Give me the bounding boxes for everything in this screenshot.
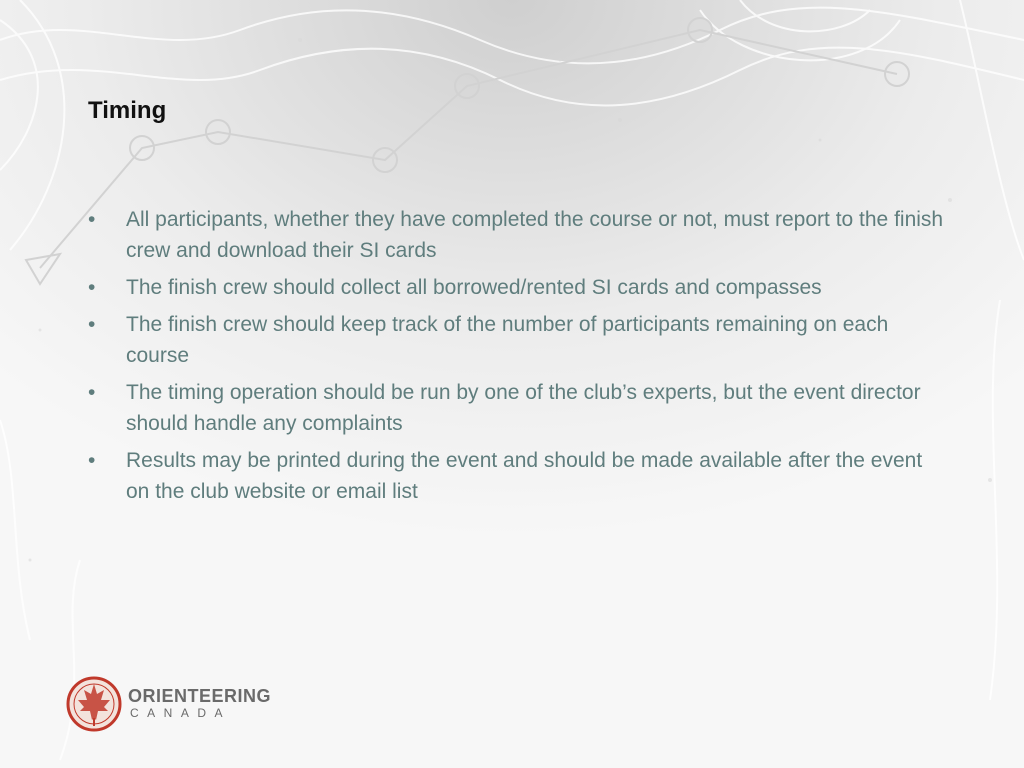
list-item <box>86 272 946 303</box>
bullet-text: All participants, whether they have completed the course or not, must report to the finish crew and download their SI cards <box>126 208 944 262</box>
list-item <box>86 309 946 371</box>
bullet-text: The finish crew should keep track of the number of participants remaining on each course <box>126 313 889 367</box>
bullet-list <box>86 204 946 513</box>
bullet-text: Results may be printed during the event and should be made available after the event on the club website or email list <box>126 449 923 503</box>
bullet-text: The finish crew should collect all borrowed/rented SI cards and compasses <box>126 276 822 299</box>
bullet-marker: • <box>88 381 96 404</box>
list-item <box>86 445 946 507</box>
bullet-marker: • <box>88 276 96 299</box>
bullet-marker: • <box>88 208 96 231</box>
list-item <box>86 377 946 439</box>
slide-title: Timing <box>88 97 167 124</box>
list-item <box>86 204 946 266</box>
bullet-marker: • <box>88 449 96 472</box>
logo-wordmark-line1: ORIENTEERING <box>128 686 272 706</box>
bullet-text: The timing operation should be run by one of the club’s experts, but the event director should handle any complaints <box>126 381 921 435</box>
bullet-marker: • <box>88 313 96 336</box>
logo-wordmark-line2: CANADA <box>130 706 232 720</box>
